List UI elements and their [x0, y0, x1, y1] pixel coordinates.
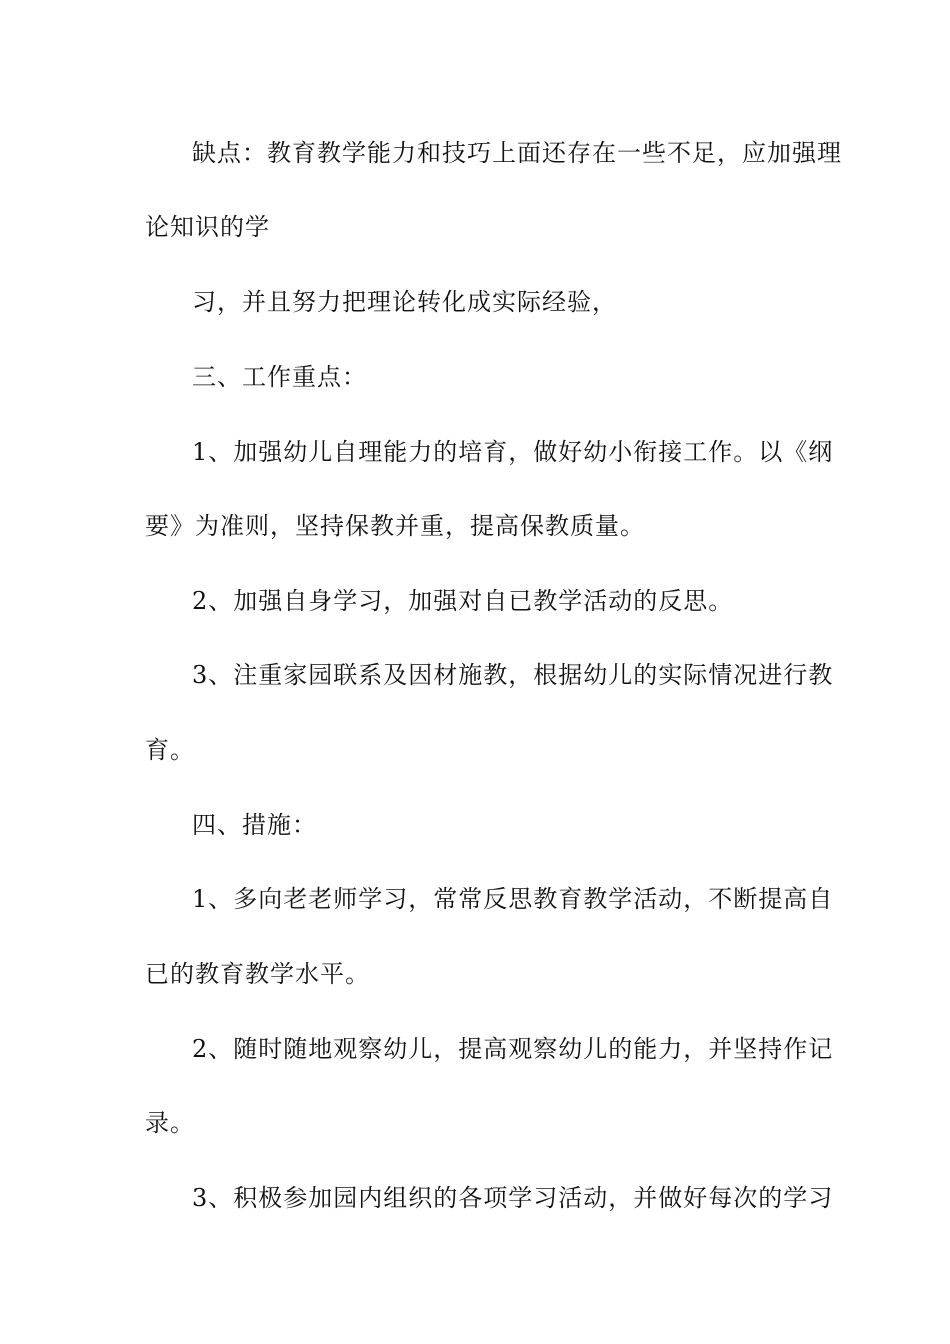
- measure-item-3-line-1: 3、积极参加园内组织的各项学习活动，并做好每次的学习: [192, 1184, 834, 1212]
- focus-item-1-line-2: 要》为准则，坚持保教并重，提高保教质量。: [145, 512, 645, 540]
- focus-item-3-line-1: 3、注重家园联系及因材施教，根据幼儿的实际情况进行教: [192, 661, 834, 689]
- measure-item-1-line-1: 1、多向老老师学习，常常反思教育教学活动，不断提高自: [192, 885, 834, 913]
- section-heading-work-focus: 三、工作重点：: [192, 363, 367, 391]
- focus-item-3-line-2: 育。: [145, 736, 195, 764]
- measure-item-1-line-2: 已的教育教学水平。: [145, 960, 370, 988]
- paragraph-weakness-line-3: 习，并且努力把理论转化成实际经验，: [192, 288, 617, 316]
- paragraph-weakness-line-1: 缺点：教育教学能力和技巧上面还存在一些不足，应加强理: [192, 139, 842, 167]
- measure-item-2-line-1: 2、随时随地观察幼儿，提高观察幼儿的能力，并坚持作记: [192, 1035, 834, 1063]
- focus-item-2: 2、加强自身学习，加强对自已教学活动的反思。: [192, 587, 734, 615]
- section-heading-measures: 四、措施：: [192, 811, 317, 839]
- focus-item-1-line-1: 1、加强幼儿自理能力的培育，做好幼小衔接工作。以《纲: [192, 438, 834, 466]
- measure-item-2-line-2: 录。: [145, 1109, 195, 1137]
- paragraph-weakness-line-2: 论知识的学: [145, 213, 270, 241]
